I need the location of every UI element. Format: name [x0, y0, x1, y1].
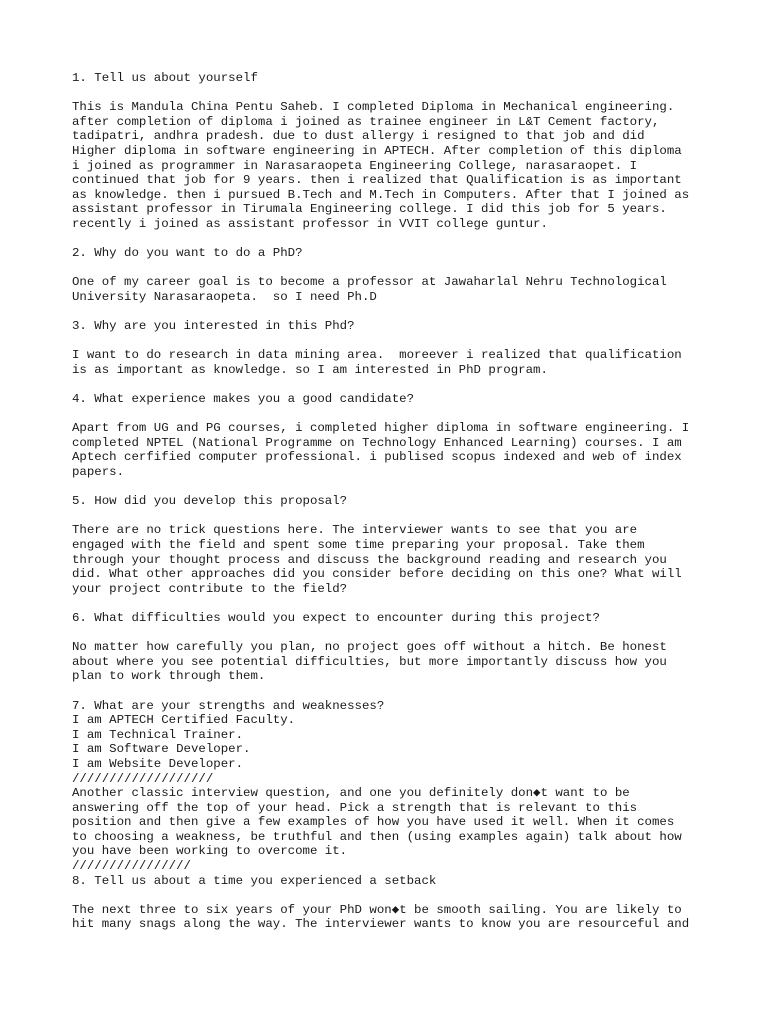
text-line: Aptech cerfified computer professional. i publised scopus indexed and web of index — [72, 450, 682, 465]
text-line: There are no trick questions here. The interviewer wants to see that you are — [72, 523, 638, 538]
text-line: I am Technical Trainer. — [72, 727, 244, 742]
text-line: Higher diploma in software engineering in APTECH. After completion of this diploma — [72, 143, 682, 158]
paragraph — [72, 903, 712, 932]
paragraph — [72, 523, 712, 596]
text-line: you have been working to overcome it. — [72, 844, 348, 859]
text-line: answering off the top of your head. Pick a strength that is relevant to this — [72, 800, 638, 815]
text-line: I want to do research in data mining area. moreever i realized that qualification — [72, 348, 682, 363]
text-line: University Narasaraopeta. so I need Ph.D — [72, 289, 377, 304]
question-heading — [72, 611, 712, 626]
question-heading — [72, 319, 712, 334]
text-line: 2. Why do you want to do a PhD? — [72, 246, 303, 261]
text-line: Apart from UG and PG courses, i completed higher diploma in software engineering. I — [72, 421, 690, 436]
text-line: I am Website Developer. — [72, 756, 244, 771]
text-line: Another classic interview question, and one you definitely don◆t want to be — [72, 786, 630, 801]
text-line: 6. What difficulties would you expect to encounter during this project? — [72, 610, 600, 625]
text-line: I am APTECH Certified Faculty. — [72, 713, 296, 728]
text-line: This is Mandula China Pentu Saheb. I completed Diploma in Mechanical engineering. — [72, 100, 675, 115]
paragraph — [72, 699, 712, 889]
text-line: through your thought process and discuss the background reading and research you — [72, 552, 667, 567]
text-line: One of my career goal is to become a professor at Jawaharlal Nehru Technological — [72, 275, 667, 290]
question-heading — [72, 246, 712, 261]
text-line: papers. — [72, 465, 125, 480]
text-line: after completion of diploma i joined as trainee engineer in L&T Cement factory, — [72, 114, 660, 129]
paragraph — [72, 640, 712, 684]
paragraph — [72, 348, 712, 377]
text-line: continued that job for 9 years. then i realized that Qualification is as important — [72, 173, 682, 188]
text-line: completed NPTEL (National Programme on Technology Enhanced Learning) courses. I am — [72, 435, 682, 450]
text-line: position and then give a few examples of how you have used it well. When it comes — [72, 815, 675, 830]
text-line: recently i joined as assistant professor in VVIT college guntur. — [72, 216, 548, 231]
text-line: /////////////////// — [72, 771, 214, 786]
text-line: hit many snags along the way. The interviewer wants to know you are resourceful and — [72, 917, 690, 932]
paragraph — [72, 275, 712, 304]
text-line: 7. What are your strengths and weaknesses? — [72, 698, 385, 713]
text-line: //////////////// — [72, 859, 191, 874]
text-line: 8. Tell us about a time you experienced a setback — [72, 873, 437, 888]
text-line: as knowledge. then i pursued B.Tech and M.Tech in Computers. After that I joined as — [72, 187, 690, 202]
text-line: to choosing a weakness, be truthful and then (using examples again) talk about how — [72, 829, 682, 844]
paragraph — [72, 421, 712, 479]
text-line: I am Software Developer. — [72, 742, 251, 757]
text-line: 4. What experience makes you a good candidate? — [72, 392, 415, 407]
text-line: No matter how carefully you plan, no project goes off without a hitch. Be honest — [72, 640, 667, 655]
question-heading — [72, 494, 712, 509]
document-page — [72, 71, 712, 947]
question-heading — [72, 71, 712, 86]
text-line: engaged with the field and spent some time preparing your proposal. Take them — [72, 538, 645, 552]
paragraph — [72, 100, 712, 231]
text-line: your project contribute to the field? — [72, 581, 348, 596]
text-line: assistant professor in Tirumala Engineering college. I did this job for 5 years. — [72, 202, 667, 217]
text-line: plan to work through them. — [72, 669, 266, 684]
question-heading — [72, 392, 712, 407]
text-line: 5. How did you develop this proposal? — [72, 494, 348, 509]
text-line: tadipatri, andhra pradesh. due to dust allergy i resigned to that job and did — [72, 129, 645, 144]
text-line: 1. Tell us about yourself — [72, 71, 258, 85]
text-line: 3. Why are you interested in this Phd? — [72, 319, 355, 334]
text-line: i joined as programmer in Narasaraopeta Engineering College, narasaraopet. I — [72, 158, 638, 173]
text-line: did. What other approaches did you consider before deciding on this one? What will — [72, 567, 682, 582]
text-line: about where you see potential difficulties, but more importantly discuss how you — [72, 654, 667, 669]
text-line: is as important as knowledge. so I am interested in PhD program. — [72, 362, 548, 377]
text-line: The next three to six years of your PhD won◆t be smooth sailing. You are likely to — [72, 902, 682, 917]
